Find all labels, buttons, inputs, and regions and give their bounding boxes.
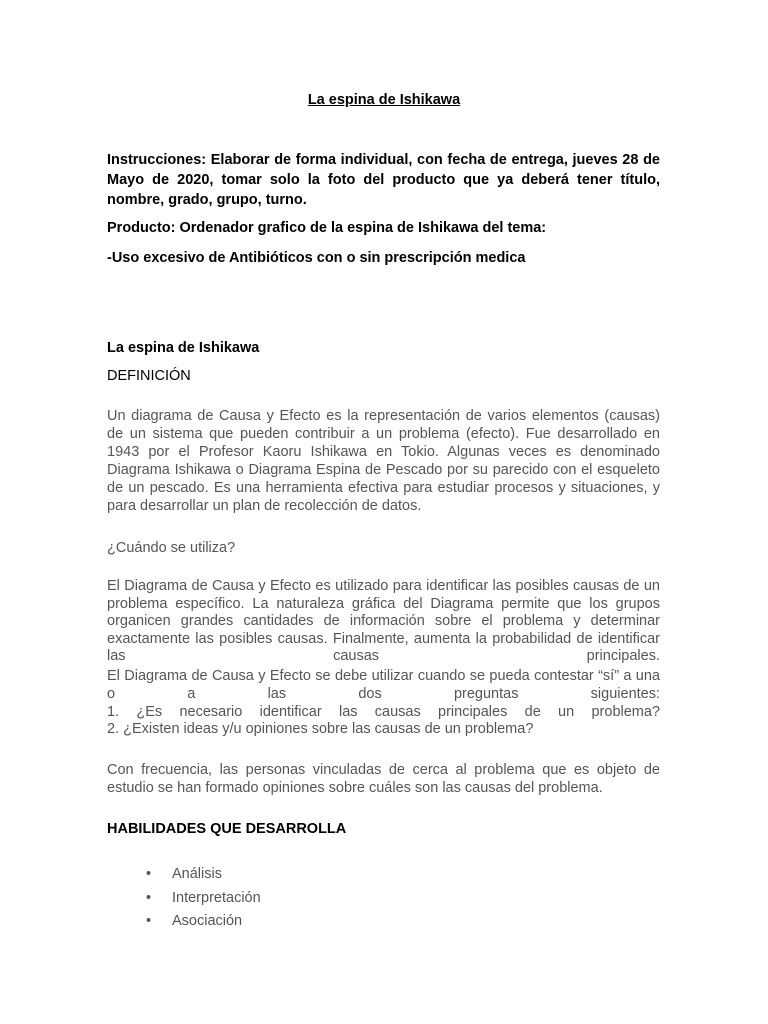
instructions-paragraph: Instrucciones: Elaborar de forma individual, con fecha de entrega, jueves 28 de Mayo de 2020, tomar solo la foto del producto que ya deberá tener título, nombre, grado, grupo, turno. bbox=[107, 152, 660, 208]
skill-label: Asociación bbox=[172, 913, 243, 929]
when-paragraph-2: El Diagrama de Causa y Efecto se debe utilizar cuando se pueda contestar “sí” a una o a las dos preguntas siguientes: bbox=[107, 668, 660, 702]
list-item bbox=[107, 911, 261, 935]
skill-label: Análisis bbox=[172, 866, 222, 882]
list-item bbox=[107, 864, 261, 888]
question-1: 1. ¿Es necesario identificar las causas principales de un problema? bbox=[107, 704, 660, 720]
topic-line: -Uso excesivo de Antibióticos con o sin prescripción medica bbox=[107, 250, 526, 266]
section-heading: La espina de Ishikawa bbox=[107, 340, 260, 356]
list-item bbox=[107, 888, 261, 912]
when-heading: ¿Cuándo se utiliza? bbox=[107, 540, 236, 556]
question-2: 2. ¿Existen ideas y/u opiniones sobre las causas de un problema? bbox=[107, 721, 534, 737]
bullet-icon: • bbox=[146, 866, 152, 882]
when-paragraph-1: El Diagrama de Causa y Efecto es utilizado para identificar las posibles causas de un problema específico. La naturaleza gráfica del Diagrama permite que los grupos organicen grandes cantidades de información sobre el problema y determinar exactamente las posibles causas. Finalmente, aumenta la probabilidad de identificar las causas principales. bbox=[107, 578, 660, 664]
skill-label: Interpretación bbox=[172, 889, 261, 906]
bullet-icon: • bbox=[146, 913, 152, 929]
definition-paragraph: Un diagrama de Causa y Efecto es la representación de varios elementos (causas) de un sistema que pueden contribuir a un problema (efecto). Fue desarrollado en 1943 por el Profesor Kaoru Ishikawa en Tokio. Algunas veces es denominado Diagrama Ishikawa o Diagrama Espina de Pescado por su parecido con el esqueleto de un pescado. Es una herramienta efectiva para estudiar procesos y situaciones, y para desarrollar un plan de recolección de datos. bbox=[107, 408, 660, 514]
bullet-icon: • bbox=[146, 889, 152, 906]
frequency-paragraph: Con frecuencia, las personas vinculadas de cerca al problema que es objeto de estudio se han formado opiniones sobre cuáles son las causas del problema. bbox=[107, 762, 660, 796]
definition-heading: DEFINICIÓN bbox=[107, 368, 191, 384]
skills-list bbox=[107, 864, 261, 935]
product-paragraph: Producto: Ordenador grafico de la espina de Ishikawa del tema: bbox=[107, 220, 547, 236]
skills-heading: HABILIDADES QUE DESARROLLA bbox=[107, 821, 347, 837]
page-title: La espina de Ishikawa bbox=[307, 92, 461, 108]
